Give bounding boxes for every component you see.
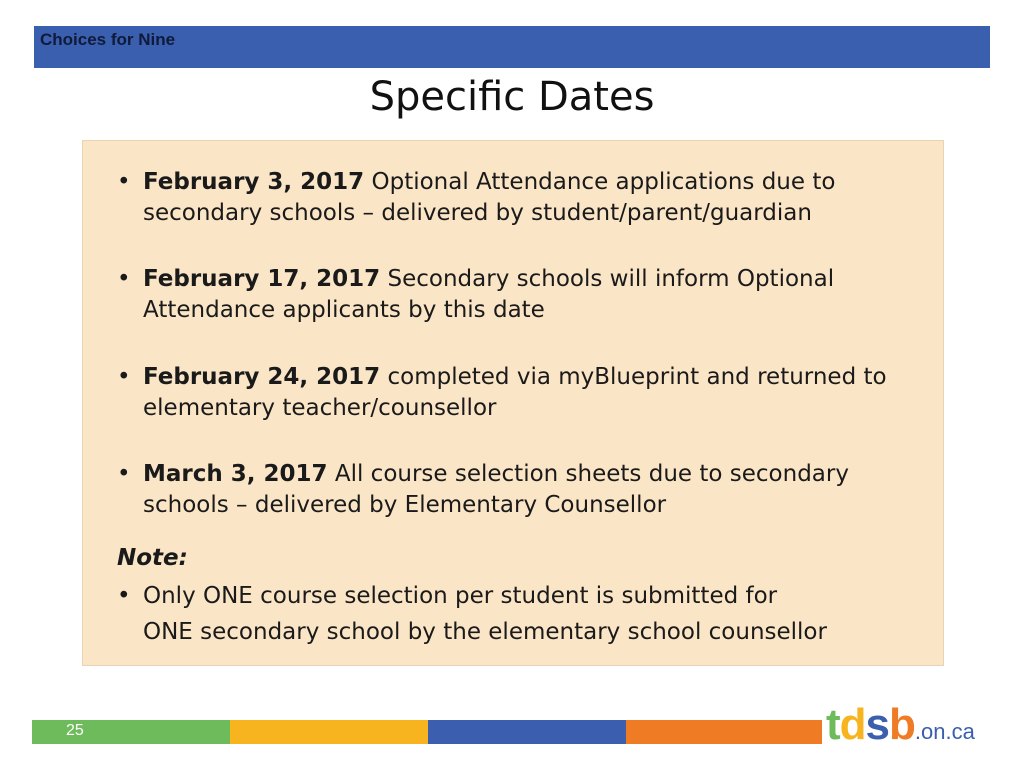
tdsb-logo [826,700,975,750]
date-item [117,362,907,424]
footer-strip-green [32,720,230,744]
note-item [117,581,907,648]
slide-title: Specific Dates [369,74,655,120]
date-item [117,264,907,326]
bullet-icon: • [117,266,131,292]
item-text-continued: Attendance applicants by this date [143,297,545,323]
item-text: All course selection sheets due to secondary [327,461,849,487]
content-box [82,140,944,666]
bullet-icon: • [117,461,131,487]
date-item [117,167,907,229]
note-label: Note: [117,545,188,571]
item-text: Optional Attendance applications due to [364,169,836,195]
item-text-continued: elementary teacher/counsellor [143,395,497,421]
item-text-continued: schools – delivered by Elementary Counsellor [143,492,667,518]
item-text-continued: secondary schools – delivered by student/parent/guardian [143,200,812,226]
footer-strip-orange [626,720,822,744]
footer-strip-blue [428,720,626,744]
bullet-icon: • [117,583,131,609]
logo-letter: s [865,700,890,749]
page-number: 25 [66,722,84,739]
bullet-icon: • [117,169,131,195]
logo-letter: t [826,700,840,749]
date-item [117,459,907,521]
logo-letter: b [889,700,915,749]
deck-title: Choices for Nine [40,30,176,49]
bullet-icon: • [117,364,131,390]
note-text-continued: ONE secondary school by the elementary school counsellor [143,619,827,645]
item-date: February 17, 2017 [143,266,381,292]
item-date: February 3, 2017 [143,169,365,195]
item-text: Secondary schools will inform Optional [380,266,835,292]
logo-suffix: .on.ca [914,719,975,744]
item-date: March 3, 2017 [143,461,328,487]
item-date: February 24, 2017 [143,364,381,390]
item-text: completed via myBlueprint and returned to [380,364,887,390]
header-bar [34,26,990,68]
logo-letter: d [839,700,866,749]
footer-strip-yellow [230,720,428,744]
note-text: Only ONE course selection per student is submitted for [143,583,778,609]
